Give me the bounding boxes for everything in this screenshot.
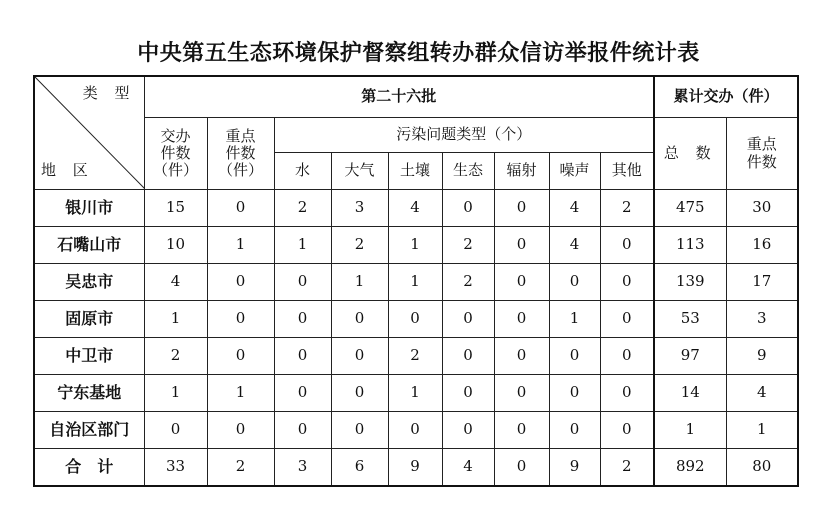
cell-assigned: 33 — [144, 449, 207, 487]
cell-cum-total: 113 — [654, 227, 726, 264]
cell-cum-total: 14 — [654, 375, 726, 412]
cell-assigned: 1 — [144, 375, 207, 412]
cell-key: 0 — [207, 190, 274, 227]
cell-cum-key: 4 — [726, 375, 798, 412]
cell-other: 0 — [600, 412, 654, 449]
cell-soil: 0 — [388, 412, 442, 449]
cell-key: 1 — [207, 227, 274, 264]
cell-radiation: 0 — [494, 227, 549, 264]
cell-radiation: 0 — [494, 264, 549, 301]
corner-type-label: 类 型 — [82, 84, 136, 102]
cell-soil: 1 — [388, 227, 442, 264]
table-row — [34, 375, 798, 412]
region-cell: 吴忠市 — [34, 264, 144, 301]
cell-assigned: 15 — [144, 190, 207, 227]
cell-ecology: 0 — [442, 301, 494, 338]
table-row — [34, 412, 798, 449]
cell-air: 2 — [331, 227, 388, 264]
cell-radiation: 0 — [494, 338, 549, 375]
cell-air: 1 — [331, 264, 388, 301]
cell-noise: 9 — [549, 449, 600, 487]
table-body — [34, 190, 798, 487]
batch-header: 第二十六批 — [144, 76, 654, 118]
pollution-water: 水 — [274, 153, 331, 190]
assigned-count-header — [144, 118, 207, 190]
page-title: 中央第五生态环境保护督察组转办群众信访举报件统计表 — [137, 40, 700, 66]
cell-assigned: 1 — [144, 301, 207, 338]
cell-cum-total: 53 — [654, 301, 726, 338]
cell-water: 0 — [274, 264, 331, 301]
cell-assigned: 0 — [144, 412, 207, 449]
pollution-ecology: 生态 — [442, 153, 494, 190]
cell-water: 3 — [274, 449, 331, 487]
table-row — [34, 338, 798, 375]
cell-air: 6 — [331, 449, 388, 487]
cell-air: 0 — [331, 338, 388, 375]
pollution-radiation: 辐射 — [494, 153, 549, 190]
table-row — [34, 301, 798, 338]
cell-cum-key: 3 — [726, 301, 798, 338]
pollution-noise: 噪声 — [549, 153, 600, 190]
cell-noise: 4 — [549, 227, 600, 264]
cell-cum-key: 30 — [726, 190, 798, 227]
cell-ecology: 0 — [442, 338, 494, 375]
cell-air: 0 — [331, 301, 388, 338]
cell-cum-key: 9 — [726, 338, 798, 375]
cell-water: 0 — [274, 412, 331, 449]
cell-other: 0 — [600, 264, 654, 301]
table-row — [34, 449, 798, 487]
total-header — [654, 118, 726, 190]
cell-ecology: 4 — [442, 449, 494, 487]
cell-soil: 1 — [388, 264, 442, 301]
cell-noise: 0 — [549, 264, 600, 301]
cell-soil: 0 — [388, 301, 442, 338]
cell-soil: 4 — [388, 190, 442, 227]
cell-radiation: 0 — [494, 375, 549, 412]
cell-radiation: 0 — [494, 449, 549, 487]
total-label: 总 数 — [663, 143, 717, 162]
cell-ecology: 2 — [442, 227, 494, 264]
cell-ecology: 0 — [442, 412, 494, 449]
key-count-header — [207, 118, 274, 190]
cell-other: 2 — [600, 190, 654, 227]
cell-assigned: 2 — [144, 338, 207, 375]
cell-ecology: 0 — [442, 190, 494, 227]
table-row — [34, 264, 798, 301]
cell-cum-total: 475 — [654, 190, 726, 227]
pollution-other: 其他 — [600, 153, 654, 190]
cell-assigned: 4 — [144, 264, 207, 301]
cell-assigned: 10 — [144, 227, 207, 264]
pollution-type-header: 污染问题类型（个） — [274, 118, 654, 153]
assigned-count-label: 交办 件数 （件） — [152, 126, 198, 180]
cell-noise: 0 — [549, 375, 600, 412]
cell-cum-total: 1 — [654, 412, 726, 449]
table-row — [34, 190, 798, 227]
region-cell: 固原市 — [34, 301, 144, 338]
region-cell: 合 计 — [34, 449, 144, 487]
cell-air: 3 — [331, 190, 388, 227]
cell-radiation: 0 — [494, 412, 549, 449]
cell-ecology: 2 — [442, 264, 494, 301]
pollution-air: 大气 — [331, 153, 388, 190]
cell-cum-key: 80 — [726, 449, 798, 487]
cumulative-header: 累计交办（件） — [654, 76, 798, 118]
cell-water: 1 — [274, 227, 331, 264]
cell-ecology: 0 — [442, 375, 494, 412]
cell-cum-key: 17 — [726, 264, 798, 301]
cell-key: 1 — [207, 375, 274, 412]
statistics-table — [33, 75, 799, 487]
cell-key: 0 — [207, 264, 274, 301]
cum-key-header — [726, 118, 798, 190]
pollution-soil: 土壤 — [388, 153, 442, 190]
cell-key: 0 — [207, 412, 274, 449]
cell-water: 0 — [274, 375, 331, 412]
cell-other: 0 — [600, 227, 654, 264]
cell-key: 0 — [207, 301, 274, 338]
cell-air: 0 — [331, 375, 388, 412]
region-cell: 石嘴山市 — [34, 227, 144, 264]
cell-cum-total: 97 — [654, 338, 726, 375]
cell-other: 0 — [600, 375, 654, 412]
cell-air: 0 — [331, 412, 388, 449]
key-count-label: 重点 件数 （件） — [217, 126, 263, 180]
region-cell: 宁东基地 — [34, 375, 144, 412]
cell-soil: 1 — [388, 375, 442, 412]
cell-noise: 1 — [549, 301, 600, 338]
cell-soil: 2 — [388, 338, 442, 375]
cell-radiation: 0 — [494, 301, 549, 338]
cum-key-label: 重点 件数 — [746, 135, 777, 171]
region-cell: 银川市 — [34, 190, 144, 227]
cell-other: 0 — [600, 338, 654, 375]
cell-noise: 4 — [549, 190, 600, 227]
cell-water: 0 — [274, 301, 331, 338]
table-row — [34, 227, 798, 264]
cell-cum-total: 892 — [654, 449, 726, 487]
cell-radiation: 0 — [494, 190, 549, 227]
cell-other: 0 — [600, 301, 654, 338]
cell-soil: 9 — [388, 449, 442, 487]
corner-header-cell — [34, 76, 144, 190]
cell-noise: 0 — [549, 412, 600, 449]
cell-cum-key: 16 — [726, 227, 798, 264]
corner-region-label: 地 区 — [41, 160, 94, 179]
cell-cum-total: 139 — [654, 264, 726, 301]
cell-cum-key: 1 — [726, 412, 798, 449]
cell-water: 0 — [274, 338, 331, 375]
region-cell: 中卫市 — [34, 338, 144, 375]
region-cell: 自治区部门 — [34, 412, 144, 449]
cell-water: 2 — [274, 190, 331, 227]
cell-key: 0 — [207, 338, 274, 375]
cell-other: 2 — [600, 449, 654, 487]
cell-noise: 0 — [549, 338, 600, 375]
cell-key: 2 — [207, 449, 274, 487]
